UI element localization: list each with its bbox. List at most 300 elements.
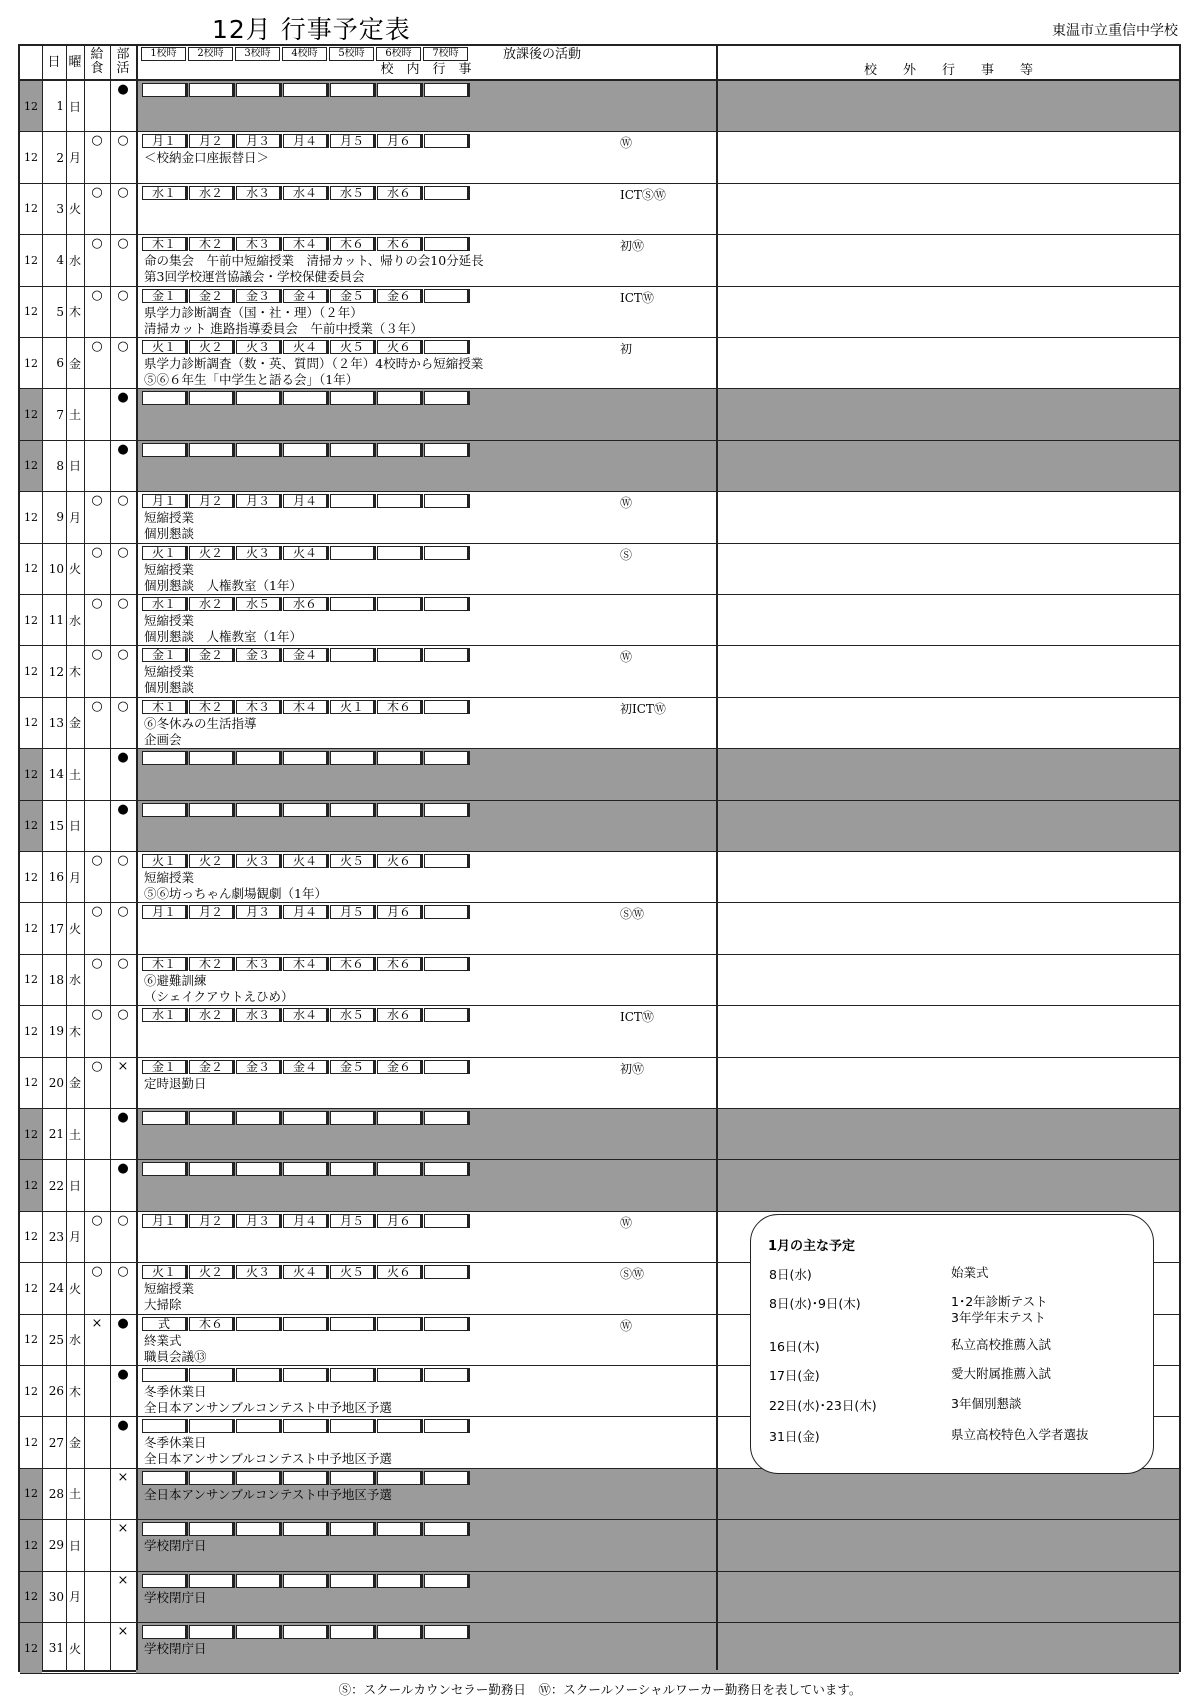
period-cell: 火１ xyxy=(142,1265,188,1279)
kyushoku-mark: ○ xyxy=(91,133,103,149)
january-item-date: 8日(水) xyxy=(769,1267,812,1282)
row-day: 25 xyxy=(48,1332,64,1347)
bukatsu-mark: ○ xyxy=(117,184,129,200)
bukatsu-mark: × xyxy=(117,1469,129,1485)
in-school-event: ＜校納金口座振替日＞ xyxy=(144,150,270,166)
bukatsu-mark: ○ xyxy=(117,955,129,971)
kyushoku-mark: ○ xyxy=(91,1058,103,1074)
period-cell xyxy=(142,391,188,405)
period-cell xyxy=(189,83,235,97)
period-cell: 金２ xyxy=(189,1060,235,1074)
row-day: 13 xyxy=(48,715,64,730)
in-school-event: 個別懇談 人権教室（1年） xyxy=(144,629,302,644)
january-item-date: 16日(木) xyxy=(769,1339,820,1354)
row-weekday: 水 xyxy=(68,1333,81,1348)
period-cell xyxy=(424,1368,470,1382)
period-cell: 水１ xyxy=(142,186,188,200)
period-cell xyxy=(330,83,376,97)
period-cell xyxy=(189,751,235,765)
period-cell xyxy=(424,1574,470,1588)
period-cell: 火４ xyxy=(283,854,329,868)
period-cell: 火２ xyxy=(189,854,235,868)
bukatsu-mark: ● xyxy=(117,750,129,766)
table-row xyxy=(20,389,1179,440)
table-row xyxy=(20,698,1179,749)
period-cell xyxy=(142,751,188,765)
row-day: 12 xyxy=(48,664,64,679)
period-cell xyxy=(377,546,423,560)
period-cell: 火２ xyxy=(189,340,235,354)
row-weekday: 土 xyxy=(68,408,81,423)
period-cell: 金５ xyxy=(330,1060,376,1074)
period-cell: 木６ xyxy=(377,237,423,251)
row-day: 27 xyxy=(48,1435,64,1450)
period-cell xyxy=(142,1471,188,1485)
header-period-2: 2校時 xyxy=(188,47,233,61)
row-month: 12 xyxy=(24,665,38,679)
period-cell: 水２ xyxy=(189,597,235,611)
period-cell xyxy=(424,1419,470,1433)
kyushoku-mark: ○ xyxy=(91,287,103,303)
period-cell: 金３ xyxy=(236,648,282,662)
period-cell: 火３ xyxy=(236,854,282,868)
period-cell: 水１ xyxy=(142,597,188,611)
divider xyxy=(110,46,111,1670)
period-cell xyxy=(424,391,470,405)
kyushoku-mark: ○ xyxy=(91,236,103,252)
january-item-event: 3年個別懇談 xyxy=(951,1396,1022,1411)
period-cell: 水１ xyxy=(142,1008,188,1022)
table-header xyxy=(20,46,1179,81)
period-cell xyxy=(236,1419,282,1433)
after-school-activity: ICTⓌ xyxy=(620,1010,654,1025)
period-cell: 月６ xyxy=(377,1214,423,1228)
row-month: 12 xyxy=(24,253,38,267)
row-month: 12 xyxy=(24,1487,38,1501)
period-cell: 火６ xyxy=(377,854,423,868)
divider xyxy=(716,46,718,1670)
period-cell xyxy=(142,1522,188,1536)
header-bukatsu: 部 活 xyxy=(116,47,130,76)
bukatsu-mark: ○ xyxy=(117,236,129,252)
period-cell xyxy=(330,597,376,611)
row-day: 11 xyxy=(48,613,64,628)
period-cell xyxy=(142,83,188,97)
period-cell: 式 xyxy=(142,1317,188,1331)
in-school-event: 全日本アンサンブルコンテスト中予地区予選 xyxy=(144,1451,392,1467)
period-cell: 木１ xyxy=(142,237,188,251)
period-cell: 月５ xyxy=(330,905,376,919)
period-cell xyxy=(424,597,470,611)
period-cell xyxy=(142,1625,188,1639)
kyushoku-mark: ○ xyxy=(91,647,103,663)
period-cell: 木６ xyxy=(377,957,423,971)
after-school-activity: Ⓢ xyxy=(620,547,633,562)
period-cell xyxy=(330,1522,376,1536)
header-kyushoku: 給 食 xyxy=(90,47,104,76)
period-cell xyxy=(424,494,470,508)
period-cell xyxy=(236,1625,282,1639)
table-row xyxy=(20,184,1179,235)
period-cell: 金２ xyxy=(189,648,235,662)
header-after-school: 放課後の活動 xyxy=(503,47,582,62)
january-item-event: 始業式 xyxy=(951,1265,989,1280)
row-month: 12 xyxy=(24,973,38,987)
row-day: 8 xyxy=(56,458,64,473)
period-cell: 火６ xyxy=(377,340,423,354)
period-cell: 火４ xyxy=(283,340,329,354)
period-cell: 火３ xyxy=(236,1265,282,1279)
period-cell xyxy=(424,648,470,662)
in-school-event: 冬季休業日 xyxy=(144,1435,207,1451)
after-school-activity: 初Ⓦ xyxy=(620,1061,645,1076)
bukatsu-mark: ○ xyxy=(117,647,129,663)
row-day: 26 xyxy=(48,1384,64,1399)
after-school-activity: ⓈⓌ xyxy=(620,1267,645,1282)
row-month: 12 xyxy=(24,1641,38,1655)
period-cell: 月３ xyxy=(236,494,282,508)
after-school-activity: ICTⓈⓌ xyxy=(620,187,666,202)
row-day: 4 xyxy=(56,253,64,268)
in-school-event: 全日本アンサンブルコンテスト中予地区予選 xyxy=(144,1400,392,1415)
period-cell xyxy=(330,443,376,457)
period-cell: 月１ xyxy=(142,1214,188,1228)
header-period-5: 5校時 xyxy=(329,47,374,61)
period-cell: 火５ xyxy=(330,1265,376,1279)
bukatsu-mark: × xyxy=(117,1572,129,1588)
period-cell xyxy=(330,1162,376,1176)
row-day: 15 xyxy=(48,818,64,833)
row-day: 31 xyxy=(48,1641,64,1656)
period-cell: 水５ xyxy=(236,597,282,611)
bukatsu-mark: ○ xyxy=(117,1007,129,1023)
period-cell xyxy=(424,237,470,251)
period-cell xyxy=(283,1162,329,1176)
row-weekday: 日 xyxy=(68,1179,81,1194)
period-cell xyxy=(330,803,376,817)
after-school-activity: Ⓦ xyxy=(620,136,633,151)
period-cell xyxy=(236,1317,282,1331)
row-day: 6 xyxy=(56,356,64,371)
in-school-event: （シェイクアウトえひめ） xyxy=(144,988,294,1004)
period-cell xyxy=(189,391,235,405)
in-school-event: 県学力診断調査（数・英、質問）（２年）4校時から短縮授業 xyxy=(144,356,484,371)
period-cell xyxy=(377,1419,423,1433)
period-cell xyxy=(189,1162,235,1176)
period-cell xyxy=(377,1574,423,1588)
period-cell xyxy=(377,648,423,662)
period-cell: 水２ xyxy=(189,186,235,200)
bukatsu-mark: ○ xyxy=(117,1212,129,1228)
table-row xyxy=(20,441,1179,492)
row-weekday: 金 xyxy=(68,1076,81,1091)
period-cell: 水５ xyxy=(330,1008,376,1022)
period-cell xyxy=(377,803,423,817)
period-cell: 木６ xyxy=(189,1317,235,1331)
row-day: 21 xyxy=(48,1127,64,1142)
period-cell xyxy=(189,1368,235,1382)
in-school-event: 冬季休業日 xyxy=(144,1384,207,1399)
in-school-event: 学校閉庁日 xyxy=(144,1641,207,1656)
period-cell: 金６ xyxy=(377,289,423,303)
in-school-event: 清掃カット 進路指導委員会 午前中授業（３年） xyxy=(144,320,423,336)
period-cell xyxy=(330,1471,376,1485)
row-weekday: 土 xyxy=(68,1487,81,1502)
table-row xyxy=(20,749,1179,800)
row-weekday: 火 xyxy=(68,562,81,577)
bukatsu-mark: ○ xyxy=(117,133,129,149)
row-day: 2 xyxy=(56,150,64,165)
kyushoku-mark: ○ xyxy=(91,544,103,560)
period-cell: 金６ xyxy=(377,1060,423,1074)
period-cell xyxy=(424,1111,470,1125)
row-month: 12 xyxy=(24,1384,38,1398)
period-cell xyxy=(330,494,376,508)
period-cell: 月３ xyxy=(236,134,282,148)
row-day: 28 xyxy=(48,1486,64,1501)
period-cell xyxy=(283,1368,329,1382)
period-cell xyxy=(424,803,470,817)
period-cell: 金４ xyxy=(283,648,329,662)
in-school-event: 県学力診断調査（国・社・理）（２年） xyxy=(144,304,363,320)
period-cell xyxy=(330,1317,376,1331)
january-item-date: 8日(水)･9日(木) xyxy=(769,1296,861,1311)
bukatsu-mark: ○ xyxy=(117,287,129,303)
january-item-date: 22日(水)･23日(木) xyxy=(769,1398,877,1413)
row-month: 12 xyxy=(24,1127,38,1141)
period-cell xyxy=(424,289,470,303)
row-weekday: 水 xyxy=(68,973,81,988)
january-item-date: 17日(金) xyxy=(769,1368,820,1383)
period-cell xyxy=(424,83,470,97)
period-cell xyxy=(236,1471,282,1485)
row-weekday: 土 xyxy=(68,1127,81,1142)
bukatsu-mark: ○ xyxy=(117,544,129,560)
row-month: 12 xyxy=(24,1333,38,1347)
row-month: 12 xyxy=(24,870,38,884)
kyushoku-mark: ○ xyxy=(91,904,103,920)
in-school-event: ⑥冬休みの生活指導 xyxy=(144,715,257,731)
period-cell xyxy=(283,391,329,405)
table-row xyxy=(20,81,1179,132)
period-cell: 水６ xyxy=(377,1008,423,1022)
bukatsu-mark: ● xyxy=(117,1161,129,1177)
period-cell xyxy=(424,957,470,971)
january-item-event: 愛大附属推薦入試 xyxy=(951,1366,1052,1381)
period-cell xyxy=(142,803,188,817)
period-cell xyxy=(236,83,282,97)
period-cell: 月４ xyxy=(283,1214,329,1228)
row-day: 9 xyxy=(56,510,64,525)
kyushoku-mark: ○ xyxy=(91,1212,103,1228)
table-row xyxy=(20,1160,1179,1211)
kyushoku-mark: × xyxy=(91,1315,103,1331)
row-weekday: 金 xyxy=(68,716,81,731)
row-day: 18 xyxy=(48,972,64,987)
in-school-event: 命の集会 午前中短縮授業 清掃カット、帰りの会10分延長 xyxy=(144,253,484,269)
period-cell xyxy=(377,1162,423,1176)
row-weekday: 土 xyxy=(68,767,81,782)
period-cell xyxy=(142,443,188,457)
row-weekday: 木 xyxy=(68,665,81,680)
period-cell xyxy=(283,1574,329,1588)
divider xyxy=(42,46,43,1670)
period-cell xyxy=(424,700,470,714)
in-school-event: 個別懇談 xyxy=(144,680,195,696)
bukatsu-mark: × xyxy=(117,1624,129,1639)
kyushoku-mark: ○ xyxy=(91,596,103,611)
row-weekday: 木 xyxy=(68,1384,81,1399)
table-row xyxy=(20,852,1179,903)
period-cell xyxy=(142,1574,188,1588)
after-school-activity: ⓈⓌ xyxy=(620,907,645,922)
table-row xyxy=(20,1623,1179,1674)
period-cell: 火１ xyxy=(330,700,376,714)
period-cell xyxy=(424,1162,470,1176)
period-cell: 木３ xyxy=(236,237,282,251)
period-cell xyxy=(283,1419,329,1433)
divider xyxy=(66,46,67,1670)
period-cell xyxy=(377,1471,423,1485)
after-school-activity: Ⓦ xyxy=(620,1215,633,1230)
header-period-3: 3校時 xyxy=(235,47,280,61)
row-day: 22 xyxy=(48,1178,64,1193)
in-school-event: 企画会 xyxy=(144,731,182,747)
period-cell: 木１ xyxy=(142,957,188,971)
period-cell: 月１ xyxy=(142,134,188,148)
period-cell xyxy=(424,1317,470,1331)
kyushoku-mark: ○ xyxy=(91,955,103,971)
period-cell: 金２ xyxy=(189,289,235,303)
kyushoku-mark: ○ xyxy=(91,339,103,354)
period-cell xyxy=(377,83,423,97)
bukatsu-mark: ● xyxy=(117,1418,129,1434)
row-day: 17 xyxy=(48,921,64,936)
period-cell: 木６ xyxy=(330,237,376,251)
row-weekday: 水 xyxy=(68,613,81,628)
row-day: 5 xyxy=(56,304,64,319)
bukatsu-mark: × xyxy=(117,1521,129,1537)
period-cell: 月４ xyxy=(283,494,329,508)
bukatsu-mark: ○ xyxy=(117,596,129,611)
period-cell: 月３ xyxy=(236,905,282,919)
row-weekday: 水 xyxy=(68,253,81,268)
period-cell: 水３ xyxy=(236,1008,282,1022)
bukatsu-mark: ● xyxy=(117,82,129,97)
period-cell xyxy=(189,1419,235,1433)
row-day: 23 xyxy=(48,1229,64,1244)
period-cell: 月４ xyxy=(283,905,329,919)
period-cell: 月２ xyxy=(189,494,235,508)
period-cell: 火２ xyxy=(189,1265,235,1279)
page-title: 12月 行事予定表 xyxy=(212,15,411,44)
row-weekday: 月 xyxy=(68,1590,81,1605)
period-cell xyxy=(424,546,470,560)
table-row xyxy=(20,1109,1179,1160)
january-item-event: 県立高校特色入学者選抜 xyxy=(951,1427,1089,1442)
bukatsu-mark: ● xyxy=(117,1315,129,1331)
period-cell: 月２ xyxy=(189,1214,235,1228)
period-cell xyxy=(236,1522,282,1536)
period-cell xyxy=(189,1522,235,1536)
period-cell: 水５ xyxy=(330,186,376,200)
period-cell xyxy=(330,1419,376,1433)
period-cell xyxy=(283,1111,329,1125)
period-cell xyxy=(424,186,470,200)
period-cell xyxy=(283,443,329,457)
period-cell xyxy=(424,905,470,919)
period-cell: 火５ xyxy=(330,854,376,868)
header-period-1: 1校時 xyxy=(141,47,186,61)
row-day: 29 xyxy=(48,1538,64,1553)
kyushoku-mark: ○ xyxy=(91,853,103,868)
period-cell: 金５ xyxy=(330,289,376,303)
period-cell xyxy=(424,443,470,457)
in-school-event: 学校閉庁日 xyxy=(144,1589,207,1605)
period-cell: 金３ xyxy=(236,1060,282,1074)
row-day: 3 xyxy=(56,201,64,216)
period-cell: 木６ xyxy=(377,700,423,714)
row-weekday: 日 xyxy=(68,819,81,834)
period-cell: 水６ xyxy=(377,186,423,200)
kyushoku-mark: ○ xyxy=(91,493,103,509)
period-cell: 金１ xyxy=(142,648,188,662)
period-cell xyxy=(377,391,423,405)
period-cell xyxy=(236,751,282,765)
period-cell: 木３ xyxy=(236,957,282,971)
period-cell: 月４ xyxy=(283,134,329,148)
period-cell xyxy=(377,1368,423,1382)
period-cell xyxy=(283,1522,329,1536)
row-month: 12 xyxy=(24,510,38,524)
period-cell xyxy=(330,751,376,765)
period-cell xyxy=(424,1625,470,1639)
bukatsu-mark: ● xyxy=(117,801,129,817)
period-cell: 火３ xyxy=(236,340,282,354)
kyushoku-mark: ○ xyxy=(91,184,103,200)
period-cell: 木４ xyxy=(283,957,329,971)
table-row xyxy=(20,955,1179,1006)
row-month: 12 xyxy=(24,1281,38,1295)
period-cell: 月５ xyxy=(330,134,376,148)
row-month: 12 xyxy=(24,1538,38,1552)
period-cell: 月１ xyxy=(142,494,188,508)
period-cell xyxy=(189,803,235,817)
period-cell xyxy=(189,1111,235,1125)
bukatsu-mark: ● xyxy=(117,441,129,457)
row-month: 12 xyxy=(24,356,38,370)
period-cell xyxy=(142,1162,188,1176)
period-cell xyxy=(330,1368,376,1382)
period-cell xyxy=(283,803,329,817)
period-cell: 月１ xyxy=(142,905,188,919)
bukatsu-mark: ● xyxy=(117,1110,129,1125)
period-cell: 木２ xyxy=(189,700,235,714)
in-school-event: 短縮授業 xyxy=(144,664,195,680)
row-weekday: 木 xyxy=(68,1024,81,1039)
row-month: 12 xyxy=(24,922,38,936)
table-row xyxy=(20,646,1179,697)
bukatsu-mark: ○ xyxy=(117,904,129,920)
row-day: 10 xyxy=(48,561,64,576)
period-cell: 木４ xyxy=(283,700,329,714)
after-school-activity: Ⓦ xyxy=(620,496,633,511)
row-weekday: 日 xyxy=(68,99,81,114)
period-cell: 火１ xyxy=(142,546,188,560)
period-cell xyxy=(424,1522,470,1536)
table-row xyxy=(20,338,1179,389)
table-row xyxy=(20,1572,1179,1623)
